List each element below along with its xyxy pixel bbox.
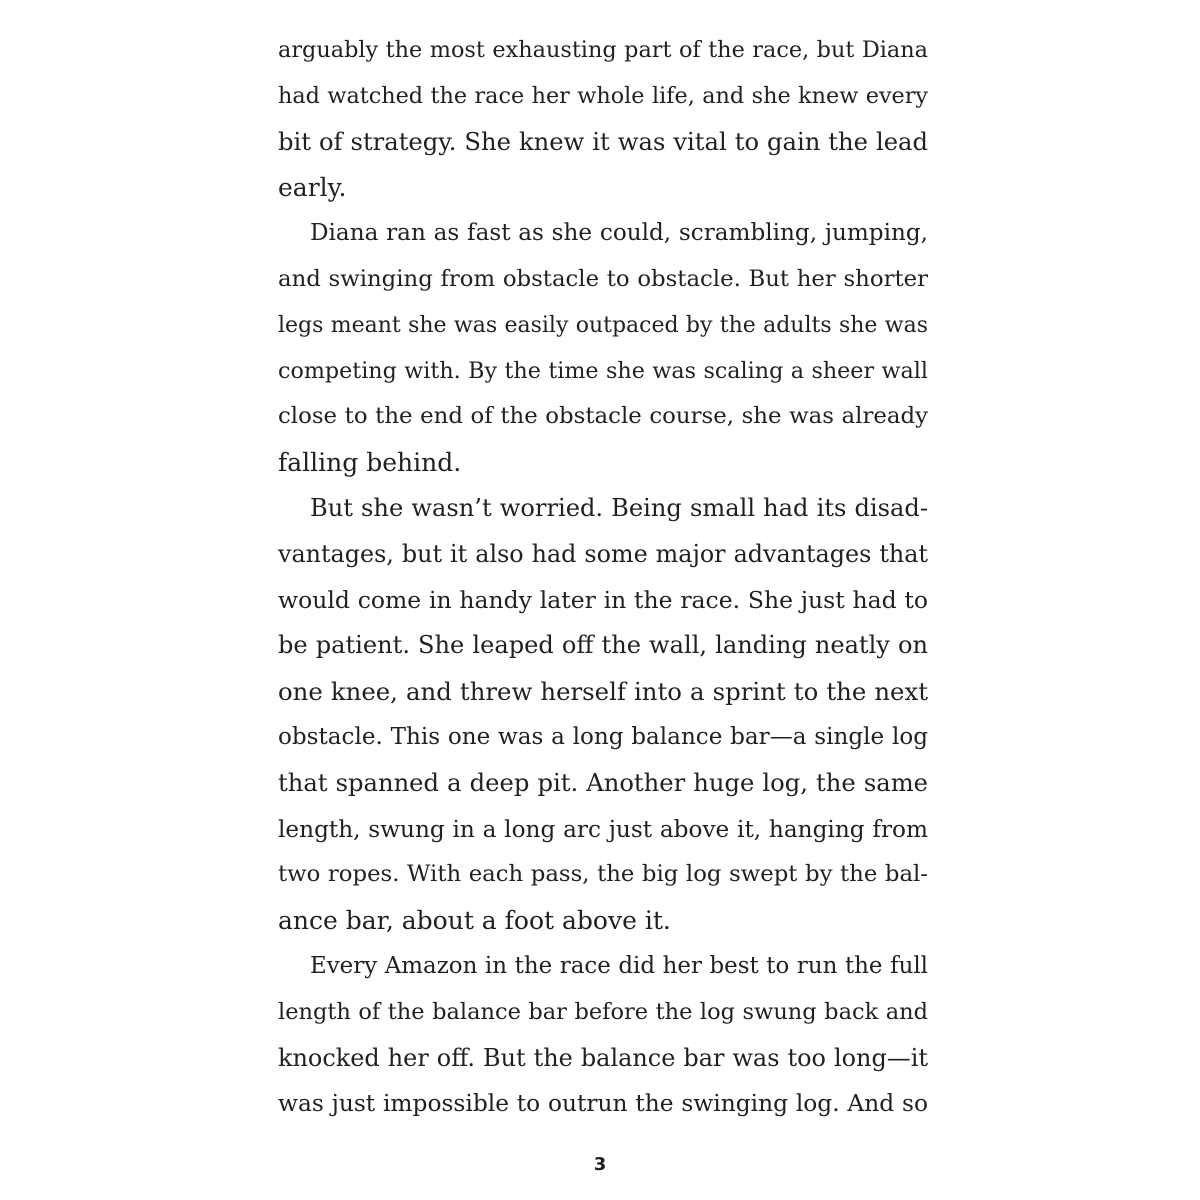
text-line: be patient. She leaped off the wall, landing neatly on (278, 631, 928, 660)
text-line: falling behind. (278, 448, 462, 478)
text-line: vantages, but it also had some major advantages that (278, 539, 928, 568)
text-line: close to the end of the obstacle course, she was already (278, 403, 928, 430)
text-line: obstacle. This one was a long balance bar—a single log (278, 723, 928, 750)
text-line: early. (278, 173, 347, 203)
text-line: But she wasn’t worried. Being small had its disad- (310, 493, 928, 522)
text-line: Diana ran as fast as she could, scrambling, jumping, (310, 220, 928, 247)
text-line: had watched the race her whole life, and she knew every (278, 82, 928, 109)
paragraph-2 (278, 211, 928, 486)
text-line: arguably the most exhausting part of the race, but Diana (278, 37, 928, 63)
page-number: 3 (593, 1154, 607, 1175)
paragraph-3 (278, 486, 928, 944)
body-text (278, 28, 928, 1127)
text-line: competing with. By the time she was scaling a sheer wall (278, 357, 928, 384)
text-line: length of the balance bar before the log swung back and (278, 998, 928, 1025)
text-line: bit of strategy. She knew it was vital to gain the lead (278, 127, 928, 156)
text-line: ance bar, about a foot above it. (278, 906, 671, 936)
text-line: legs meant she was easily outpaced by the adults she was (278, 312, 928, 338)
text-line: length, swung in a long arc just above it, hanging from (278, 815, 928, 843)
paragraph-4 (278, 944, 928, 1127)
text-line: knocked her off. But the balance bar was too long—it (278, 1043, 928, 1072)
text-line: and swinging from obstacle to obstacle. But her shorter (278, 265, 928, 292)
text-line: was just impossible to outrun the swinging log. And so (278, 1090, 928, 1118)
text-line: one knee, and threw herself into a sprint to the next (278, 677, 928, 707)
text-line: would come in handy later in the race. She just had to (278, 585, 928, 614)
text-line: that spanned a deep pit. Another huge log, the same (278, 768, 928, 797)
text-line: two ropes. With each pass, the big log swept by the bal- (278, 861, 928, 888)
paragraph-1 (278, 28, 928, 211)
text-line: Every Amazon in the race did her best to run the full (310, 952, 928, 979)
